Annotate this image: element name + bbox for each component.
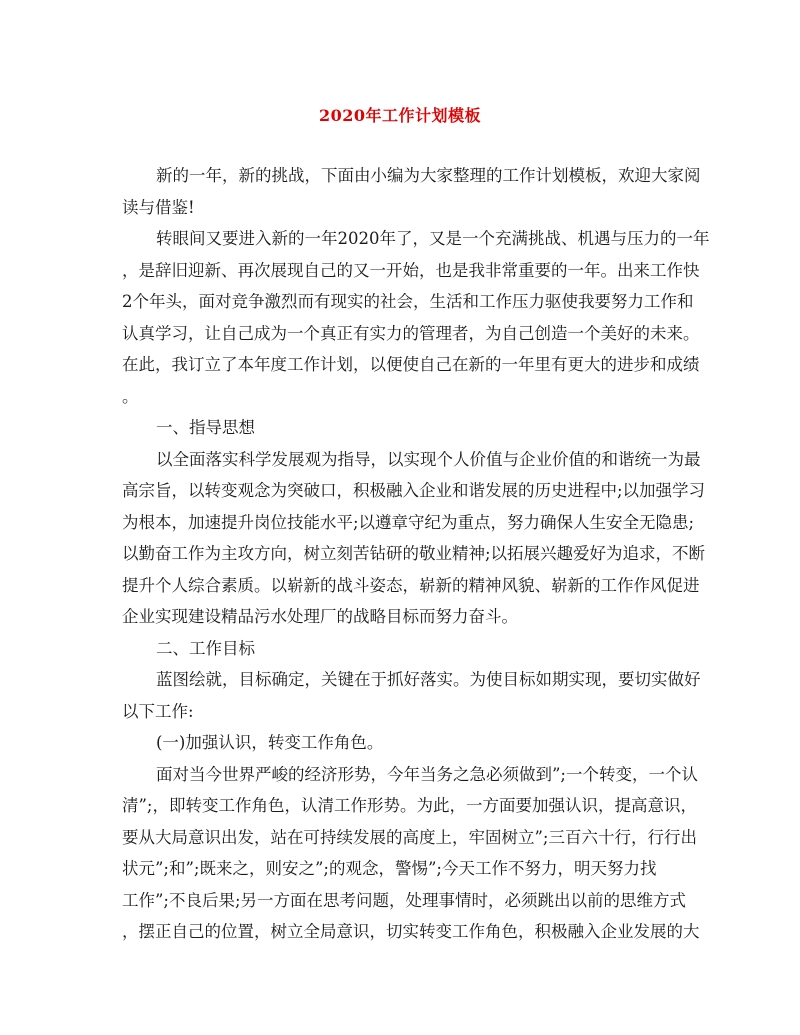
text-line: 提升个人综合素质。以崭新的战斗姿态，崭新的精神风貌、崭新的工作作风促进 xyxy=(122,575,700,595)
text-line: 二、工作目标 xyxy=(156,638,255,658)
text-line: 。 xyxy=(122,386,139,406)
text-line: 企业实现建设精品污水处理厂的战略目标而努力奋斗。 xyxy=(122,607,518,626)
text-line: 以全面落实科学发展观为指导，以实现个人价值与企业价值的和谐统一为最 xyxy=(156,449,701,469)
text-line: 在此，我订立了本年度工作计划，以便使自己在新的一年里有更大的进步和成绩 xyxy=(122,355,700,374)
text-line: 认真学习，让自己成为一个真正有实力的管理者，为自己创造一个美好的未来。 xyxy=(122,323,700,343)
text-line: 为根本，加速提升岗位技能水平;以遵章守纪为重点，努力确保人生安全无隐患; xyxy=(122,512,695,532)
text-line: (一)加强认识，转变工作角色。 xyxy=(156,733,384,752)
document-body xyxy=(122,160,710,948)
text-line: 转眼间又要进入新的一年2020年了，又是一个充满挑战、机遇与压力的一年 xyxy=(156,229,710,248)
text-line: 蓝图绘就，目标确定，关键在于抓好落实。为使目标如期实现，要切实做好 xyxy=(156,670,701,689)
text-line: 以下工作: xyxy=(122,701,194,721)
document-title: 2020年工作计划模板 xyxy=(318,106,482,125)
text-line: 高宗旨，以转变观念为突破口，积极融入企业和谐发展的历史进程中;以加强学习 xyxy=(122,481,706,500)
text-line: 2个年头，面对竞争激烈而有现实的社会，生活和工作压力驱使我要努力工作和 xyxy=(122,292,694,311)
text-line: 一、指导思想 xyxy=(156,418,255,437)
text-line: 工作”;不良后果;另一方面在思考问题，处理事情时，必须跳出以前的思维方式 xyxy=(122,890,687,910)
text-line: 新的一年，新的挑战，下面由小编为大家整理的工作计划模板，欢迎大家阅 xyxy=(156,166,701,185)
text-line: 以勤奋工作为主攻方向，树立刻苦钻研的敬业精神;以拓展兴趣爱好为追求，不断 xyxy=(122,544,706,563)
text-line: ，是辞旧迎新、再次展现自己的又一开始，也是我非常重要的一年。出来工作快 xyxy=(122,260,700,280)
text-line: 清”;，即转变工作角色，认清工作形势。为此，一方面要加强认识，提高意识， xyxy=(122,796,697,815)
text-line: 状元”;和”;既来之，则安之”;的观念，警惕”;今天工作不努力，明天努力找 xyxy=(122,859,657,878)
text-line: 要从大局意识出发，站在可持续发展的高度上，牢固树立”;三百六十行，行行出 xyxy=(122,827,697,847)
text-line: 读与借鉴! xyxy=(122,197,195,217)
text-line: 面对当今世界严峻的经济形势，今年当务之急必须做到”;一个转变，一个认 xyxy=(156,764,698,784)
text-line: ，摆正自己的位置，树立全局意识，切实转变工作角色，积极融入企业发展的大 xyxy=(122,922,700,941)
